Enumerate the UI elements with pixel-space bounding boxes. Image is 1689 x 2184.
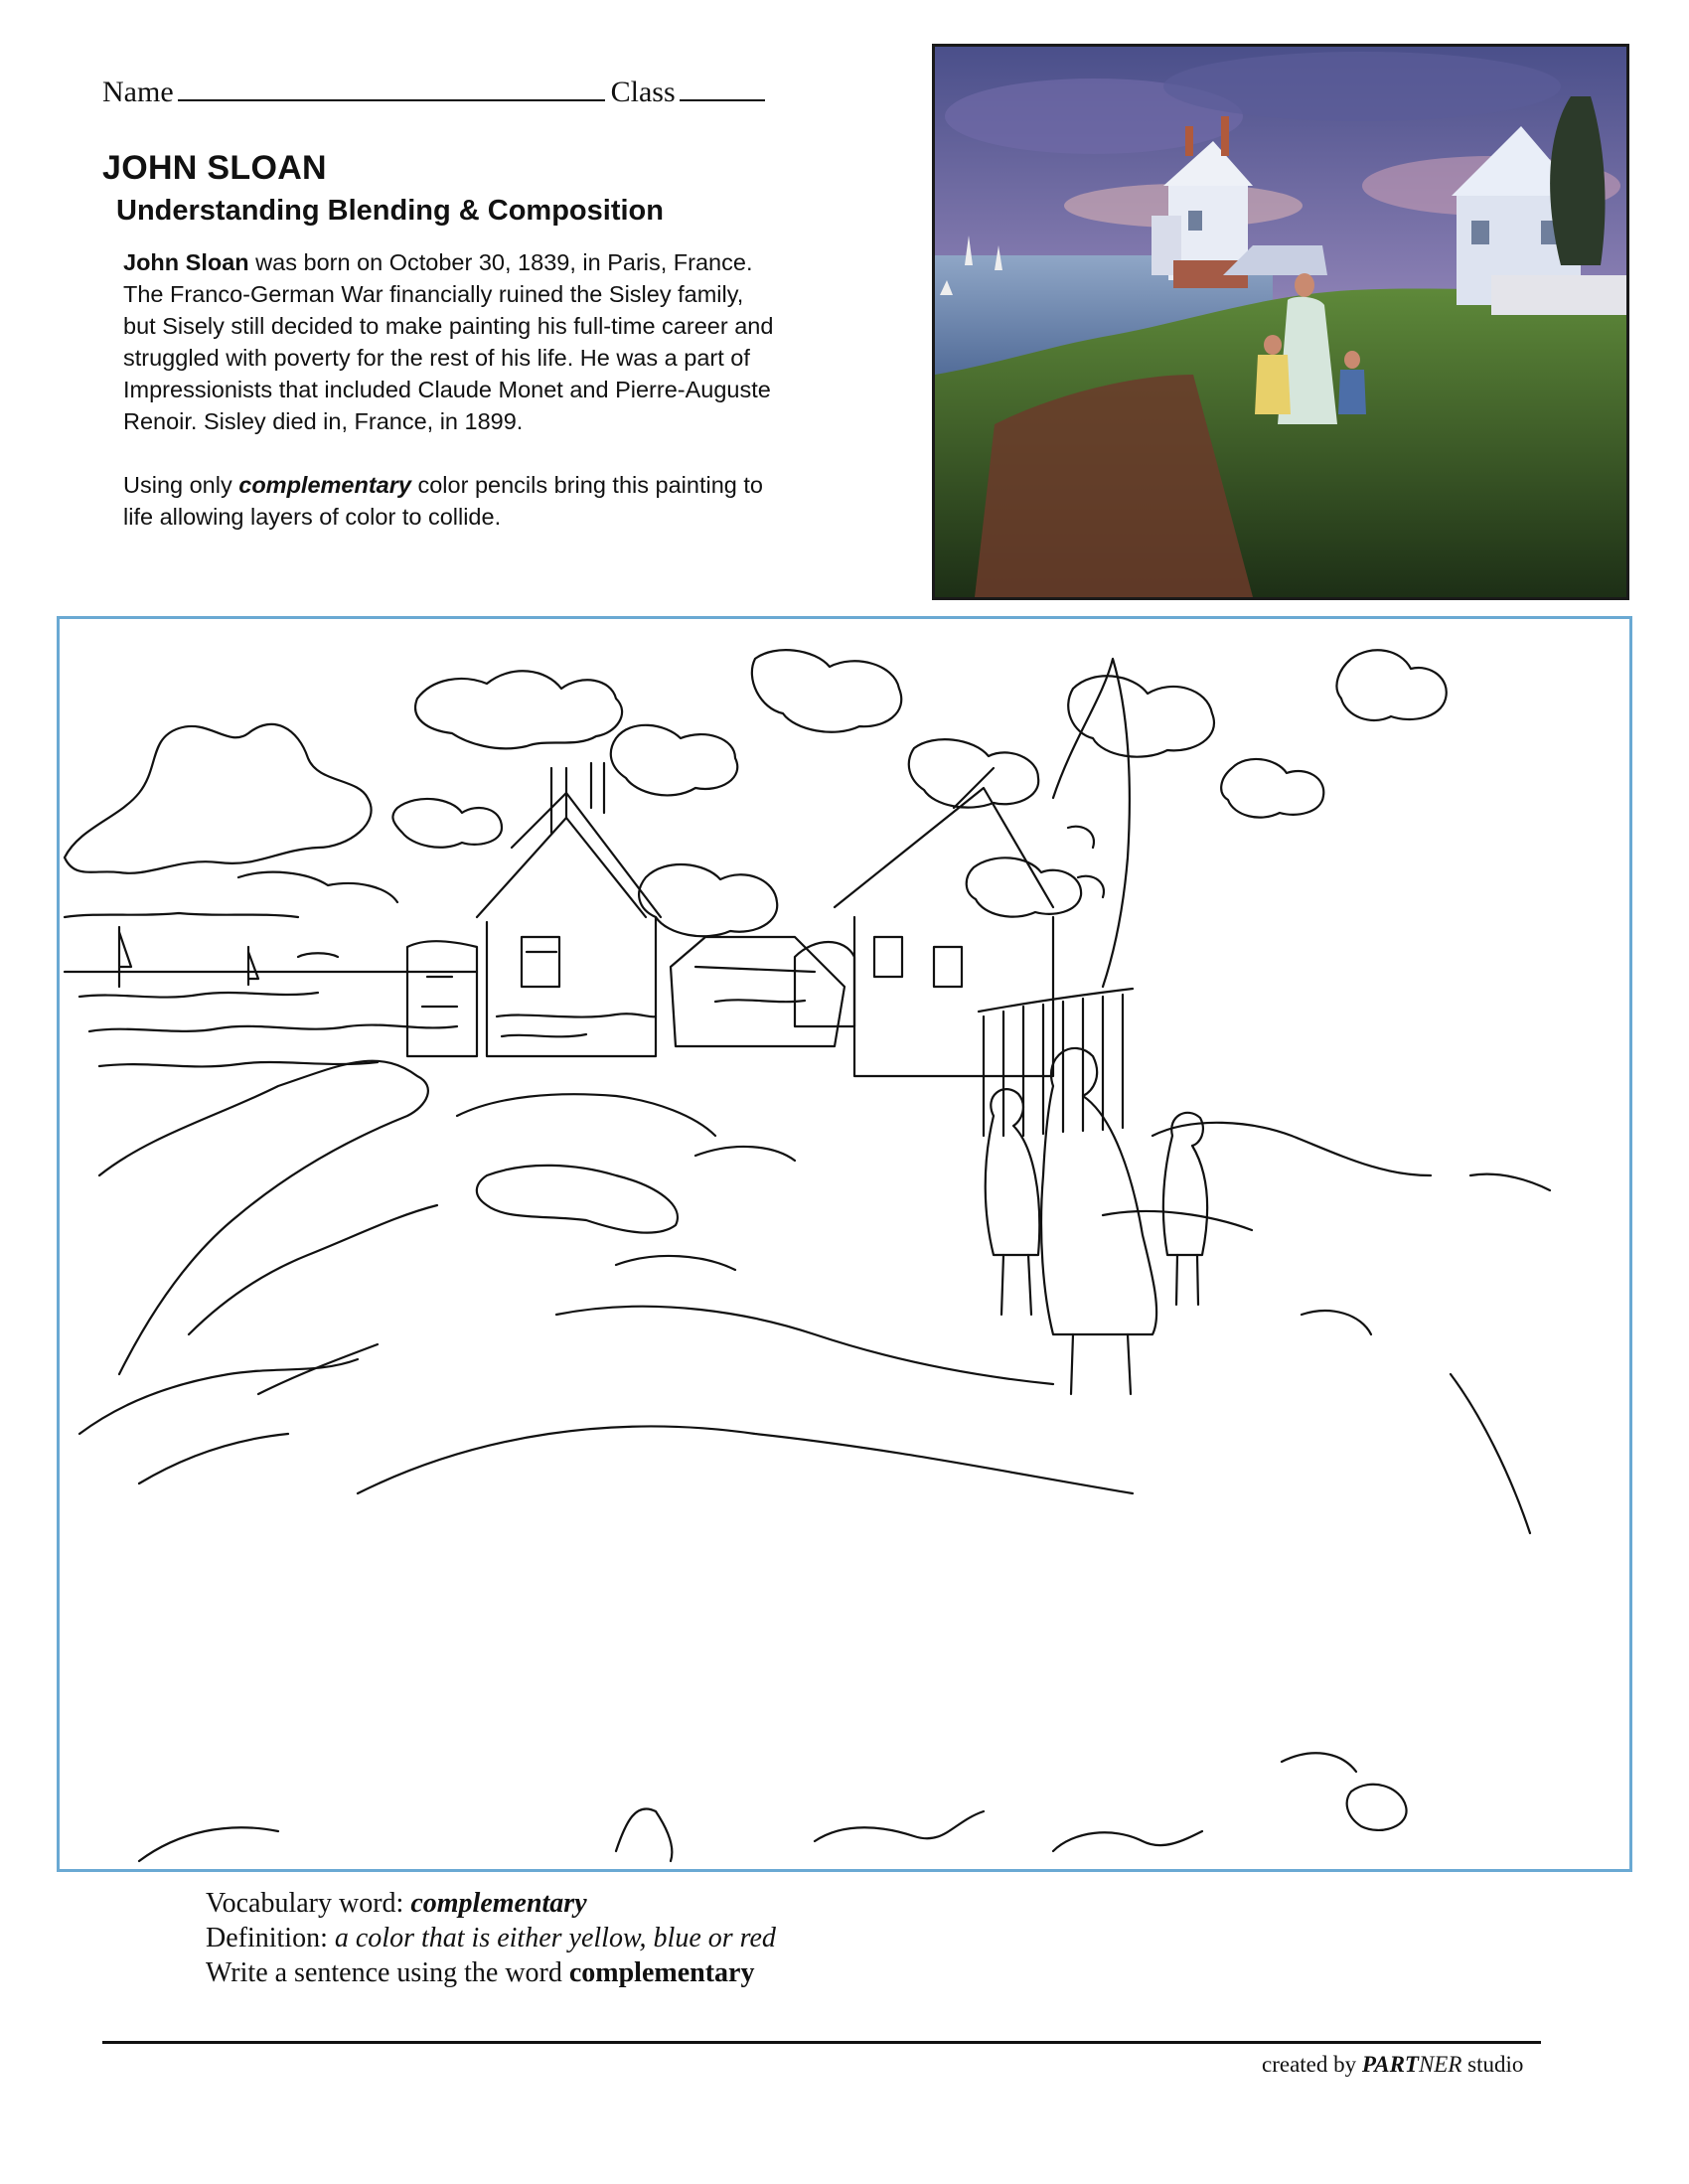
- definition-text: a color that is either yellow, blue or red: [334, 1923, 776, 1953]
- vocabulary-word: complementary: [410, 1888, 587, 1919]
- reference-painting: [932, 44, 1629, 600]
- bio-body: was born on October 30, 1839, in Paris, France. The Franco-German War financially ruined the Sisley family, but Sisely still decided to make painting his full-time career and struggled with poverty for the rest of his life. He was a part of Impressionists that included Claude Monet and Pierre-Auguste Renoir. Sisley died in, France, in 1899.: [123, 249, 774, 434]
- instruction-before: Using only: [123, 472, 239, 498]
- coloring-line-art[interactable]: [60, 619, 1629, 1869]
- definition-line: [206, 1921, 776, 1955]
- vocabulary-word-label: Vocabulary word:: [206, 1888, 411, 1919]
- instruction-after: color pencils bring this painting to life allowing layers of color to collide.: [123, 472, 763, 530]
- class-label: Class: [610, 76, 676, 108]
- name-label: Name: [102, 76, 174, 108]
- footer-divider: [102, 2041, 1541, 2044]
- biography-text: [123, 246, 779, 533]
- bio-paragraph: [123, 246, 779, 437]
- credit-prefix: created by: [1262, 2052, 1362, 2077]
- artist-name: John Sloan: [123, 249, 249, 275]
- sentence-prompt: Write a sentence using the word: [206, 1957, 569, 1988]
- credit-suffix: studio: [1461, 2052, 1524, 2077]
- page-subtitle: Understanding Blending & Composition: [116, 195, 664, 227]
- name-class-row: [102, 76, 765, 109]
- definition-label: Definition:: [206, 1923, 335, 1953]
- coloring-page-frame: [57, 616, 1632, 1872]
- name-field[interactable]: [178, 76, 605, 101]
- class-field[interactable]: [680, 76, 765, 101]
- page-title: JOHN SLOAN: [102, 149, 327, 187]
- painting-image: [935, 47, 1626, 597]
- credit-line: [1262, 2052, 1523, 2078]
- credit-brand-part2: NER: [1418, 2052, 1462, 2077]
- vocabulary-section: [206, 1886, 776, 1990]
- credit-brand-part1: PART: [1361, 2052, 1419, 2077]
- instruction-emphasis: complementary: [238, 472, 411, 498]
- vocabulary-word-line: [206, 1886, 776, 1921]
- instruction-paragraph: [123, 469, 779, 533]
- sentence-prompt-line: [206, 1955, 776, 1990]
- sentence-word: complementary: [568, 1957, 755, 1988]
